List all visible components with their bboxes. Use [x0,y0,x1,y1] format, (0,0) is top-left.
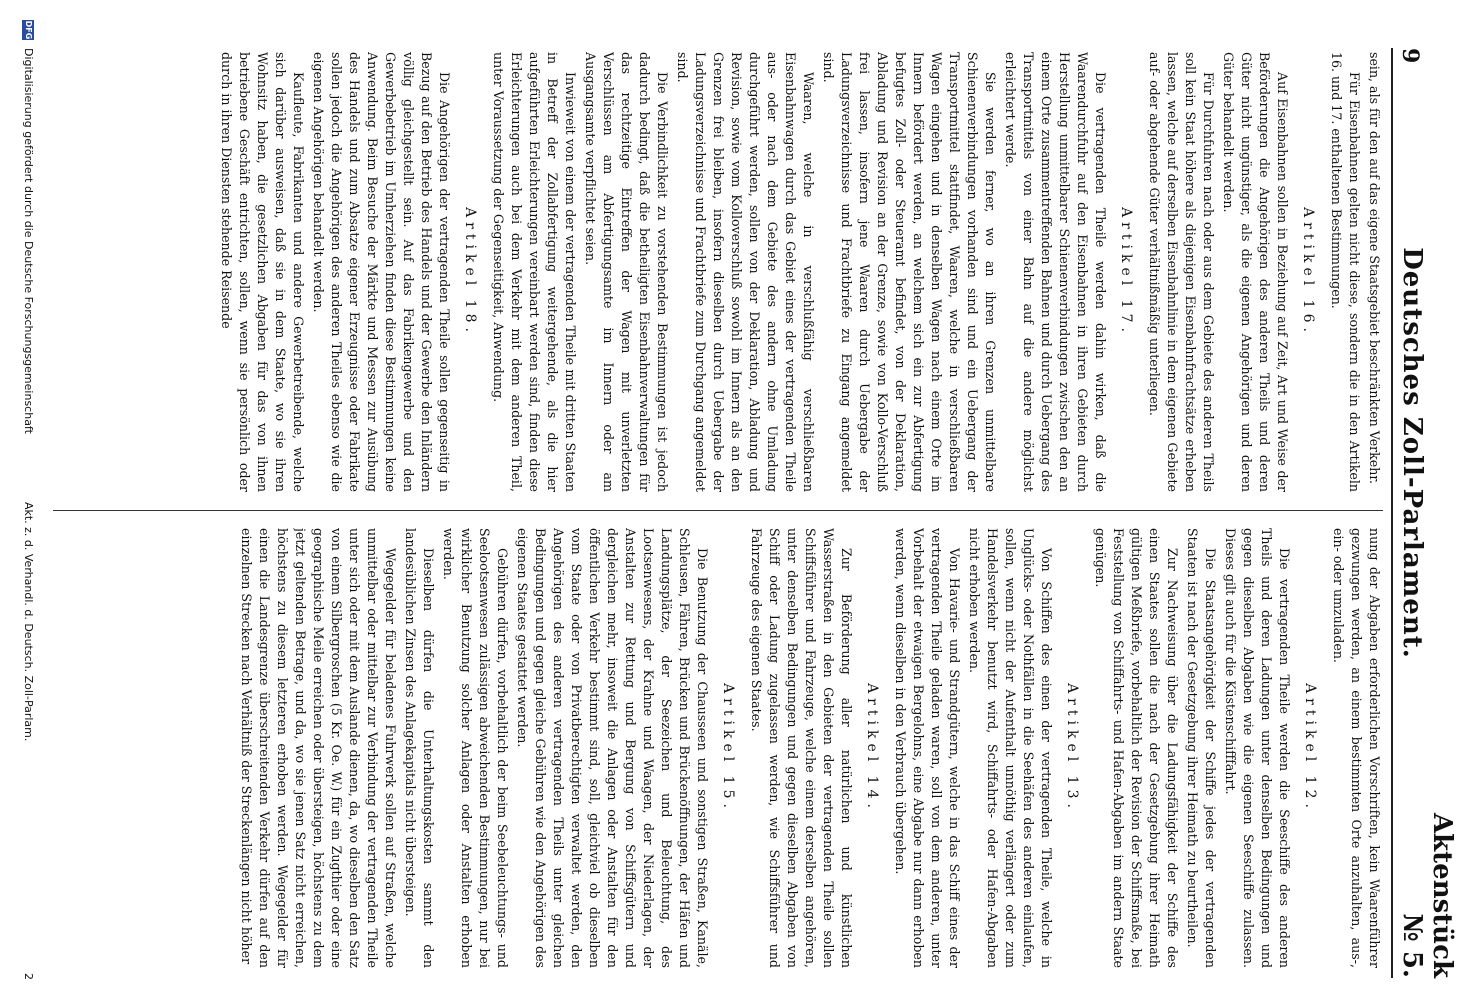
article-heading: Artikel 13. [1064,683,1080,813]
paragraph: nung der Abgaben erforderlichen Vorschriften, kein Waarenführer gezwungen werden, an einem bestimmten Orte anzuhalten, aus-, ein- oder umzuladen. [1331,528,1382,968]
paragraph: Dieselben dürfen die Unterhaltungskosten sammt den landesüblichen Zinsen des Anlagekapitals nicht übersteigen. [403,528,436,968]
article-heading: Artikel 12. [1302,683,1318,813]
article-heading: Artikel 15. [720,683,736,813]
paragraph: Von Havarie- und Strandgütern, welche in das Schiff eines der vertragenden Theile geladen waren, soll von dem anderen, unter Vorbehalt der etwaigen Bergelohns, eine Abgabe nur dann erhoben werden, wenn dieselben in den Verbrauch übergehen. [893,528,962,968]
left-column [53,52,1383,492]
paragraph: Inwieweit von einem der vertragenden Theile mit dritten Staaten in Betreff der Zollabfertigung weitergehende, als die hier aufgeführten Erleichterungen vereinbart werden sind, finden diese Erleichterungen auch bei dem Verkehr mit dem anderen Theil, unter Voraussetzung der Gegenseitigkeit, Anwendung. [491,52,578,492]
paragraph: Gebühren dürfen, vorbehaltlich der beim Seebeleuchtungs- und Seelootsenwesen zulässigen abweichenden Bestimmungen, nur bei wirklicher Benutzung solcher Anlagen oder Anstalten erhoben werden. [441,528,510,968]
paragraph: Sie werden ferner, wo an ihren Grenzen unmittelbare Schienenverbindungen vorhanden sind und ein Uebergang der Transportmittel stattfindet, Waaren, welche in verschließbaren Wagen eingehen und in denselben Wagen nach einem Orte im Innern befördert werden, an welchem sich ein zur Abfertigung befugtes Zoll- oder Steueramt befindet, von der Deklaration, Abladung und Revision an der Grenze, sowie von Kollo-Verschluß frei lassen, insofern jene Waaren durch Uebergabe der Ladungsverzeichnisse und Frachtbriefe zu Eingang angemeldet sind. [821,52,998,492]
right-column [53,528,1383,968]
header-rule [1391,48,1393,978]
article-heading: Artikel 16. [1300,207,1316,337]
paragraph: Kaufleute, Fabrikanten und andere Gewerbetreibende, welche sich darüber ausweisen, daß sie in dem Staate, wo sie ihren Wohnsitz haben, die gesetzlichen Abgaben für das von ihnen betriebene Geschäft entrichten, sollen, wenn sie persönlich oder durch in ihren Diensten stehende Reisende [219,52,306,492]
page-header [1397,48,1457,978]
article-heading: Artikel 14. [864,683,880,813]
paragraph: Die Benutzung der Chausseen und sonstigen Straßen, Kanäle, Schleusen, Fähren, Brücken und Brückenöffnungen, der Häfen und Landungsplätze, der Seezeichen und Beleuchtung, des Lootsenwesens, der Krahne und Waagen, der Niederlagen, der Anstalten zur Rettung und Bergung von Schiffsgütern und dergleichen mehr, insoweit die Anlagen oder Anstalten für den öffentlichen Verkehr bestimmt sind, soll, gleichviel ob dieselben vom Staate oder von Privatberechtigten verwaltet werden, den Angehörigen des anderen vertragenden Theils unter gleichen Bedingungen und gegen gleiche Gebühren wie den Angehörigen des eigenen Staates gestattet werden. [515,528,710,968]
signature-mark: 2 [22,973,35,980]
paragraph: Wegegelder für beladenes Fuhrwerk sollen auf Straßen, welche unmittelbar oder mittelbar zur Verbindung der vertragenden Theile unter sich oder mit dem Auslande dienen, da, wo dieselben den Satz von einem Silbergroschen (5 Kr. Oe. W.) für ein Zugthier oder eine geographische Meile erreichen oder übersteigen, höchstens zu dem jetzt geltenden Betrage, und da, wo sie jenen Satz nicht erreichen, höchstens zu diesem letzteren erhoben werden. Wegegelder für einen die Landesgrenze überschreitenden Verkehr dürfen auf den einzelnen Strecken nach Verhältniß der Streckenlängen nicht höher [239,528,398,968]
paragraph: Die vertragenden Theile werden dahin wirken, daß die Waarendurchfuhr auf den Eisenbahnen in ihren Gebieten durch Herstellung unmittelbarer Schienenverbindungen zwischen den an einem Orte zusammentreffenden Bahnen und durch Uebergang des Transportmittels von einer Bahn auf die andere möglichst erleichtert werde. [1003,52,1108,492]
paragraph: Auf Eisenbahnen sollen in Beziehung auf Zeit, Art und Weise der Beförderungen die Angehörigen des anderen Theils und deren Güter nicht ungünstiger, als die eigenen Angehörigen und deren Güter behandelt werden. [1221,52,1290,492]
paragraph: Die Verbindlichkeit zu vorstehenden Bestimmungen ist jedoch dadurch bedingt, daß die betheiligten Eisenbahnverwaltungen für das rechtzeitige Eintreffen der Wagen mit unverletzten Verschlüssen am Abfertigungsamte im Innern oder am Ausgangsamte verpflichtet seien. [583,52,670,492]
article-heading: Artikel 17. [1118,207,1134,337]
paragraph: Für Durchfuhren nach oder aus dem Gebiete des anderen Theils soll kein Staat höhere als diejenigen Eisenbahnfrachtsätze erheben lassen, welche auf derselben Eisenbahnlinie in dem eigenen Gebiete auf- oder abgehende Güter verhältnißmäßig unterliegen. [1147,52,1216,492]
page-number: 9 [1397,48,1423,64]
signature-line: Akt. z. d. Verhandl. d. Deutsch. Zoll-Parlam. [22,501,35,742]
paragraph: sein, als für den auf das eigene Staatsgebiet beschränkten Verkehr. [1367,52,1382,485]
paragraph: Zur Nachweisung über die Ladungsfähigkeit der Schiffe des einen Staates sollen die nach der Gesetzgebung ihrer Heimath gültigen Meßbriefe, vorbehaltlich der Revision der Schiffsmaße, bei Feststellung von Schiffahrts- und Hafen-Abgaben im andern Staate genügen. [1093,528,1180,968]
running-title: Deutsches Zoll-Parlament. [1397,247,1427,659]
article-heading: Artikel 18. [462,207,478,337]
paragraph: Von Schiffen des einen der vertragenden Theile, welche in Unglücks- oder Nothfällen in die Seehäfen des anderen einlaufen, sollen, wenn nicht der Aufenthalt unnöthig verlängert oder zum Handelsverkehr benutzt wird, Schiffahrts- oder Hafen-Abgaben nicht erhoben werden. [967,528,1054,968]
column-divider [53,510,1383,511]
paragraph: Zur Beförderung aller natürlichen und künstlichen Wasserstraßen in den Gebieten der vertragenden Theile sollen Schiffsführer und Fahrzeuge, welche einem derselben angehören, unter denselben Bedingungen und gegen dieselben Abgaben von Schiff oder Ladung zugelassen werden, wie Schiffsführer und Fahrzeuge des eigenen Staates. [749,528,854,968]
paragraph: Waaren, welche in verschlußfähig verschließbaren Eisenbahnwagen durch das Gebiet eines der vertragenden Theile aus- oder nach dem Gebiete des andern ohne Umladung durchgeführt werden, sollen von der Deklaration, Abladung und Revision, sowie vom Kolloverschluß sowohl im Innern als an den Grenzen frei bleiben, insofern dieselben durch Uebergabe der Ladungsverzeichnisse und Frachtbriefe zum Durchgang angemeldet sind. [675,52,816,492]
paragraph: Für Eisenbahnen gelten nicht diese, sondern die in den Artikeln 16. und 17. enthaltenen Bestimmungen. [1329,52,1362,492]
paragraph: Die vertragenden Theile werden die Seeschiffe des anderen Theils und deren Ladungen unter denselben Bedingungen und gegen dieselben Abgaben wie die eigenen Seeschiffe zulassen. Dieses gilt auch für die Küstenschifffahrt. [1223,528,1292,968]
issue-label: Aktenstück № 5. [1397,812,1457,978]
paragraph: Die Angehörigen der vertragenden Theile sollen gegenseitig in Bezug auf den Betrieb des Handels und der Gewerbe den Inländern völlig gleichgestellt sein. Auf das Fabrikengewerbe und den Gewerbebetrieb im Umherziehen finden diese Bestimmungen keine Anwendung. Beim Besuche der Märkte und Messen zur Ausübung des Handels und zum Absatze eigener Erzeugnisse oder Fabrikate sollen jedoch die Angehörigen des anderen Theiles ebenso wie die eigenen Angehörigen behandelt werden. [311,52,452,492]
paragraph: Die Staatsangehörigkeit der Schiffe jedes der vertragenden Staaten ist nach der Gesetzgebung ihrer Heimath zu beurtheilen. [1185,528,1218,968]
footer-note: Digitalisierung gefördert durch die Deutsche Forschungsgemeinschaft [22,48,35,434]
dfg-logo-icon: DFG [24,20,34,40]
digitization-footer [22,20,35,980]
